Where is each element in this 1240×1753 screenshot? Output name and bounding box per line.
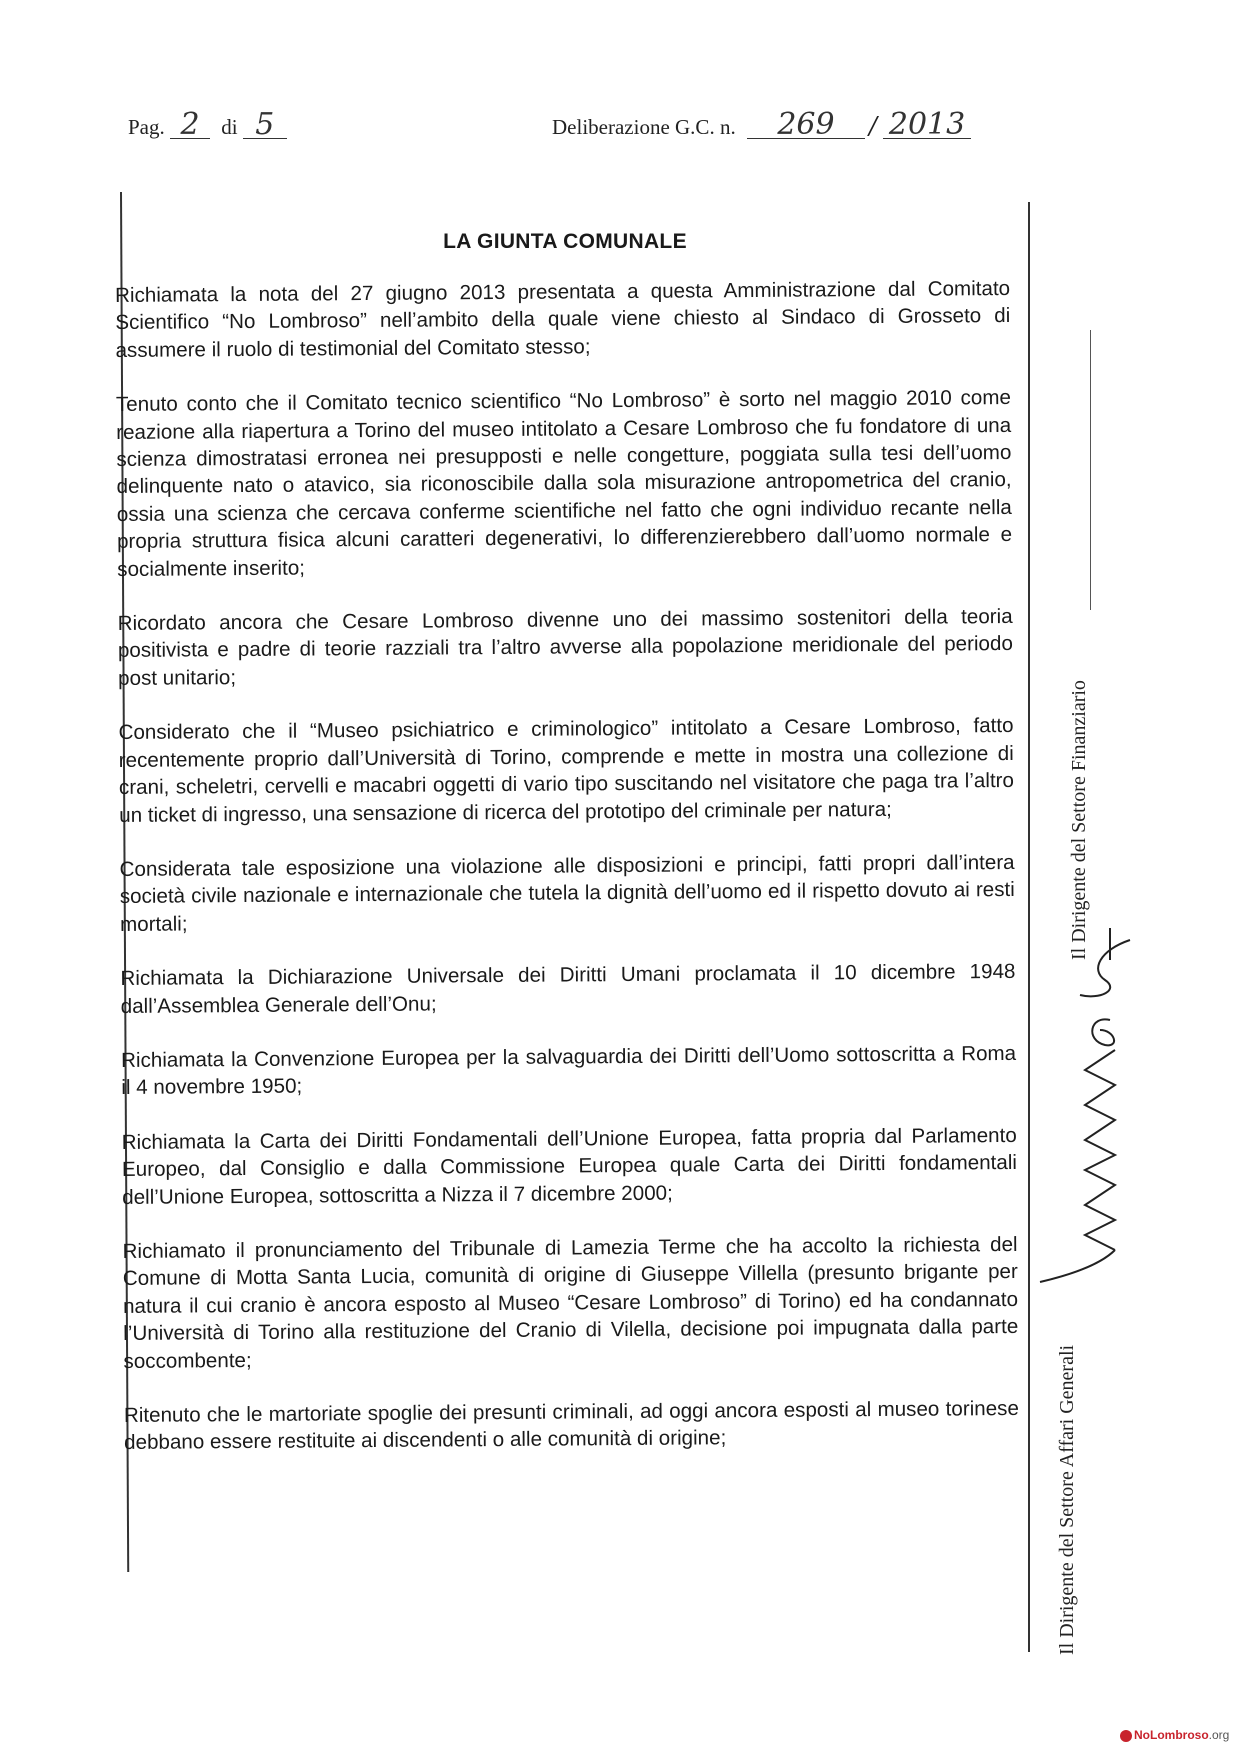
paragraph: Considerata tale esposizione una violazione alle disposizioni e principi, fatti propri dall’intera società civile nazionale e internazionale che tutela la dignità dell’uomo ed il rispetto dovuto ai resti mortali;	[119, 850, 1015, 936]
paragraph: Richiamato il pronunciamento del Tribunale di Lamezia Terme che ha accolto la richiesta del Comune di Motta Santa Lucia, comunità di origine di Giuseppe Villella (presunto brigante per natura il cui cranio è ancora esposto al Museo “Cesare Lombroso” di Torino) ed ha condannato l’Università di Torino alla restituzione del Cranio di Vilella, decisione poi impugnata dalla parte soccombente;	[122, 1232, 1019, 1373]
deliberation-number: 269	[747, 112, 865, 139]
paragraph: Richiamata la Dichiarazione Universale dei Diritti Umani proclamata il 10 dicembre 1948 dall’Assemblea Generale dell’Onu;	[120, 960, 1016, 1018]
paragraph: Considerato che il “Museo psichiatrico e criminologico” intitolato a Cesare Lombroso, fatto recentemente proprio dall’Università di Torino, comprende e mette in mostra una collezione di crani, scheletri, cervelli e macabri oggetti di vario tipo suscitando nel visitatore che paga tra l’altro un ticket di ingresso, una sensazione di ricerca del prototipo del criminale per natura;	[118, 714, 1015, 827]
page-label: Pag.	[128, 115, 165, 139]
of-label: di	[221, 115, 238, 139]
page-total: 5	[243, 112, 287, 139]
deliberation-year: 2013	[883, 112, 971, 139]
watermark-logo	[1120, 1728, 1229, 1742]
paragraph: Ritenuto che le martoriate spoglie dei presunti criminali, ad oggi ancora esposti al museo torinese debbano essere restituite ai discendenti o alle comunità di origine;	[123, 1396, 1019, 1455]
deliberation-separator: /	[868, 112, 878, 140]
deliberation-reference	[552, 107, 971, 142]
no-sign-icon	[1120, 1730, 1132, 1742]
handwritten-signature	[1030, 920, 1140, 1300]
paragraph: Richiamata la Convenzione Europea per la salvaguardia dei Diritti dell’Uomo sottoscritta a Roma il 4 novembre 1950;	[121, 1041, 1017, 1100]
paragraph: Richiamata la Carta dei Diritti Fondamentali dell’Unione Europea, fatta propria dal Parlamento Europeo, dal Consiglio e dalla Commissione Europea quale Carta dei Diritti fondamentali dell’Unione Europea, sottoscritta a Nizza il 7 dicembre 2000;	[121, 1123, 1018, 1209]
deliberation-label: Deliberazione G.C. n.	[552, 115, 736, 139]
document-body	[115, 275, 1019, 1484]
watermark-tld: .org	[1208, 1728, 1230, 1742]
signature-rule-finance	[1090, 330, 1091, 610]
paragraph: Richiamata la nota del 27 giugno 2013 presentata a questa Amministrazione dal Comitato Scientifico “No Lombroso” nell’ambito della quale viene chiesto al Sindaco di Grosseto di assumere il ruolo di testimonial del Comitato stesso;	[115, 276, 1011, 362]
watermark-brand: NoLombroso	[1134, 1728, 1209, 1742]
page-indicator	[128, 107, 287, 142]
paragraph: Tenuto conto che il Comitato tecnico scientifico “No Lombroso” è sorto nel maggio 2010 come reazione alla riapertura a Torino del museo intitolato a Cesare Lombroso che fu fondatore di una scienza dimostratasi erronea nei presupposti e nelle congetture, poggiata sulla tesi dell’uomo delinquente nato o atavico, sia riconoscibile dalla sola misurazione antropometrica del cranio, ossia una scienza che cercava conferme scientifiche nel fatto che ogni individuo recante nella propria struttura fisica alcuni caratteri degenerativi, lo differenzierebbero dall’uomo normale e socialmente inserito;	[115, 386, 1013, 581]
paragraph: Ricordato ancora che Cesare Lombroso divenne uno dei massimo sostenitori della teoria positivista e padre di teorie razziali tra l’altro avverse alla popolazione meridionale del periodo post unitario;	[117, 605, 1013, 690]
document-title: LA GIUNTA COMUNALE	[443, 230, 687, 253]
page-number: 2	[170, 112, 210, 139]
